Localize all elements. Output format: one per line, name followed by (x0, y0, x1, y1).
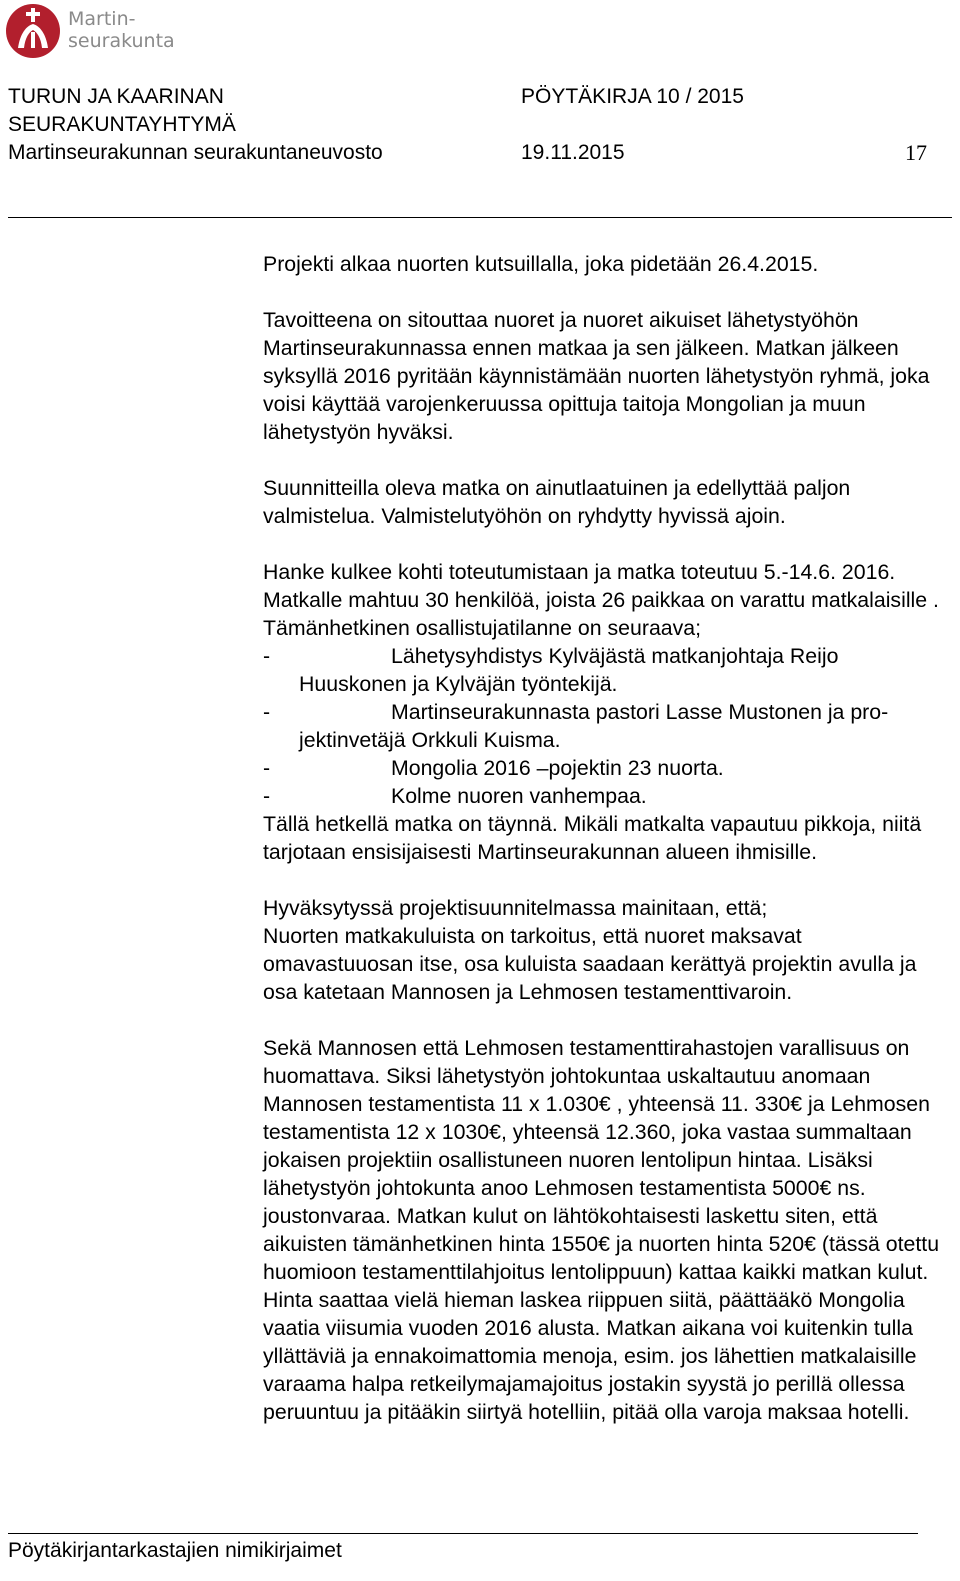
logo-text-line1: Martin- (68, 8, 136, 30)
list-dash: - (263, 784, 271, 808)
paragraph-schedule: Hanke kulkee kohti toteutumistaan ja matka toteutuu 5.-14.6. 2016. Matkalle mahtuu 30 henkilöä, joista 26 paikkaa on varattu matkalaisille . (263, 560, 939, 612)
logo-text-line2: seurakunta (68, 30, 175, 52)
church-emblem-icon (4, 2, 62, 60)
paragraph-goals: Tavoitteena on sitouttaa nuoret ja nuoret aikuiset lähetystyöhön Martinseurakunnassa ennen matkaa ja sen jälkeen. Matkan jälkeen syksyllä 2016 pyritään käynnistämään nuorten lähetystyön ryhmä, joka voisi käyttää varojenkeruussa opittuja taitoja Mongolian ja muun lähetystyön hyväksi. (263, 308, 930, 444)
meeting-date: 19.11.2015 (521, 141, 625, 164)
paragraph-funding: Sekä Mannosen että Lehmosen testamenttirahastojen varallisuus on huomattava. Siksi lähetystyön johtokuntaa uskaltautuu anomaan Mannosen testamentista 11 x 1.030€ , yhteensä 11. 330€ ja Lehmosen testamentista 12 x 1030€, yhteensä 12.360, joka vastaa summaltaan jokaisen projektiin osallistuneen nuoren lentolipun hintaa. Lisäksi lähetystyön johtokunta anoo Lehmosen testamentista 5000€ ns. joustonvaraa. Matkan kulut on lähtökohtaisesti laskettu siten, että aikuisten tämänhetkinen hinta 1550€ ja nuorten hinta 520€ (tässä otettu huomioon testamenttilahjoitus lentolippuun) kattaa kaikki matkan kulut. Hinta saattaa vielä hieman laskea riippuen siitä, päättääkö Mongolia vaatia viisumia vuoden 2016 alusta. Matkan aikana voi kuitenkin tulla yllättäviä ja ennakoimattomia menoja, esim. jos lähettien matkalaisille varaama halpa retkeilymajamajoitus jostakin syystä jo perillä ollessa peruuntuu ja pitääkin siirtyä hotelliin, pitää olla varoja maksaa hotelli. (263, 1036, 940, 1424)
list-item: - Mongolia 2016 –pojektin 23 nuorta. (263, 756, 724, 780)
footer-initials-label: Pöytäkirjantarkastajien nimikirjaimet (8, 1539, 342, 1562)
list-dash: - (263, 700, 271, 724)
list-dash: - (263, 644, 271, 668)
paragraph-participants-intro: Tämänhetkinen osallistujatilanne on seuraava; (263, 616, 702, 640)
header-divider (8, 217, 952, 218)
org-name-line1: TURUN JA KAARINAN (8, 85, 224, 108)
list-item: - Kolme nuoren vanhempaa. (263, 784, 647, 808)
paragraph-project-start: Projekti alkaa nuorten kutsuillalla, joka pidetään 26.4.2015. (263, 252, 819, 276)
paragraph-plan-heading: Hyväksytyssä projektisuunnitelmassa mainitaan, että; (263, 896, 768, 920)
list-item: - Martinseurakunnasta pastori Lasse Mustonen ja pro- jektinvetäjä Orkkuli Kuisma. (263, 700, 889, 752)
body-name: Martinseurakunnan seurakuntaneuvosto (8, 141, 383, 164)
organization-logo (4, 2, 204, 60)
list-dash: - (263, 756, 271, 780)
paragraph-costs: Nuorten matkakuluista on tarkoitus, että nuoret maksavat omavastuuosan itse, osa kuluista saadaan kerättyä projektin avulla ja osa katetaan Mannosen ja Lehmosen testamenttivaroin. (263, 924, 917, 1004)
list-item: - Lähetysyhdistys Kylväjästä matkanjohtaja Reijo Huuskonen ja Kylväjän työntekijä. (263, 644, 839, 696)
document-title: PÖYTÄKIRJA 10 / 2015 (521, 85, 744, 108)
org-name-line2: SEURAKUNTAYHTYMÄ (8, 113, 236, 136)
minutes-content (263, 250, 953, 1426)
paragraph-preparation: Suunnitteilla oleva matka on ainutlaatuinen ja edellyttää paljon valmistelua. Valmistelutyöhön on ryhdytty hyvissä ajoin. (263, 476, 851, 528)
footer-divider (8, 1533, 918, 1534)
paragraph-trip-full: Tällä hetkellä matka on täynnä. Mikäli matkalta vapautuu pikkoja, niitä tarjotaan ensisijaisesti Martinseurakunnan alueen ihmisille. (263, 812, 922, 864)
page-number: 17 (905, 140, 927, 165)
